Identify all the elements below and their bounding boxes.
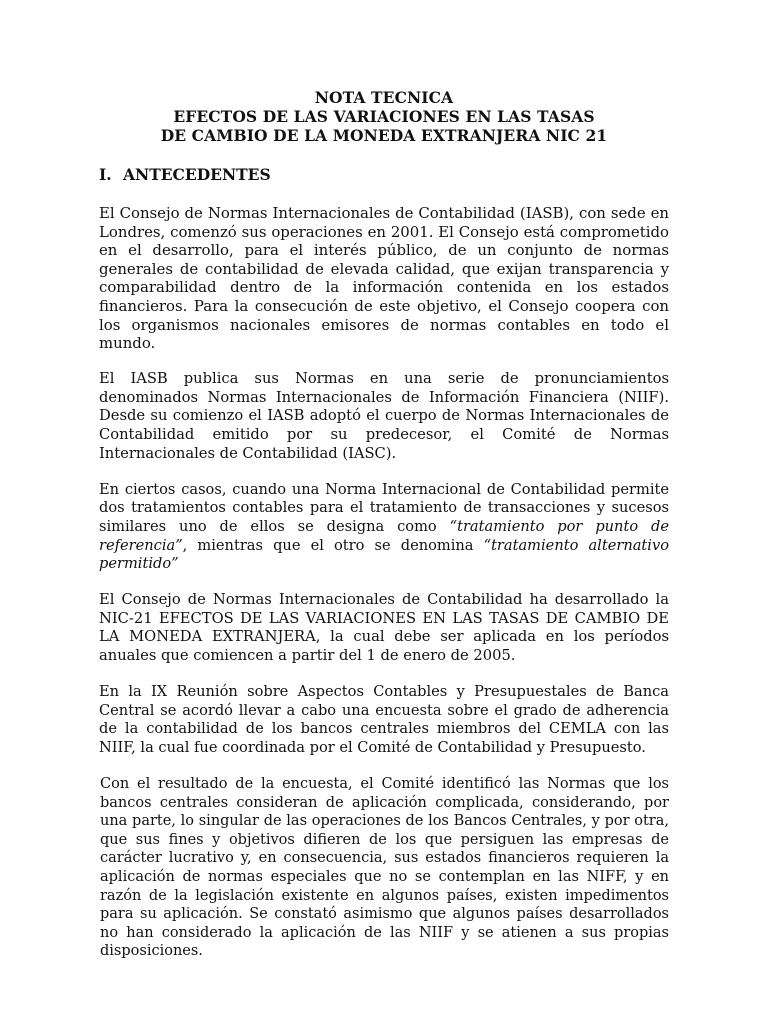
- document-title: [99, 88, 669, 145]
- title-line-2: EFECTOS DE LAS VARIACIONES EN LAS TASAS: [173, 107, 595, 126]
- paragraph-resultado: Con el resultado de la encuesta, el Comité identificó las Normas que los bancos centrales consideran de aplicación complicada, considerando, por una parte, lo singular de las operaciones de los Bancos Centrales, y por otra, que sus fines y objetivos difieren de los que persiguen las empresas de carácter lucrativo y, en consecuencia, sus estados financieros requieren la aplicación de normas especiales que no se contemplan en las NIFF, y en razón de la legislación existente en algunos países, existen impedimentos para su aplicación. Se constató asimismo que algunos países desarrollados no han considerado la aplicación de las NIIF y se atienen a sus propias disposiciones.: [100, 775, 669, 960]
- paragraph-tratamientos-text-2: , mientras que el otro se denomina: [182, 536, 484, 554]
- paragraph-tratamientos-italic-2: “tratamiento alternativo permitido”: [99, 536, 669, 573]
- paragraph-iasb-normas: El IASB publica sus Normas en una serie de pronunciamientos denominados Normas Internacionales de Información Financiera (NIIF). Desde su comienzo el IASB adoptó el cuerpo de Normas Internacionales de Contabilidad emitido por su predecesor, el Comité de Normas Internacionales de Contabilidad (IASC).: [99, 370, 669, 462]
- document-page: [99, 88, 669, 978]
- section-number: I.: [99, 165, 112, 184]
- paragraph-tratamientos-italic-1: “tratamiento por punto de referencia”: [99, 517, 669, 554]
- paragraph-nic21: El Consejo de Normas Internacionales de Contabilidad ha desarrollado la NIC-21 EFECTOS DE LAS VARIACIONES EN LAS TASAS DE CAMBIO DE LA MONEDA EXTRANJERA, la cual debe ser aplicada en los períodos anuales que comiencen a partir del 1 de enero de 2005.: [99, 591, 669, 664]
- title-line-3: DE CAMBIO DE LA MONEDA EXTRANJERA NIC 21: [160, 126, 608, 145]
- section-heading: [99, 165, 669, 184]
- paragraph-encuesta: En la IX Reunión sobre Aspectos Contables y Presupuestales de Banca Central se acordó llevar a cabo una encuesta sobre el grado de adherencia de la contabilidad de los bancos centrales miembros del CEMLA con las NIIF, la cual fue coordinada por el Comité de Contabilidad y Presupuesto.: [99, 683, 669, 756]
- paragraph-iasb-intro: El Consejo de Normas Internacionales de Contabilidad (IASB), con sede en Londres, comenzó sus operaciones en 2001. El Consejo está comprometido en el desarrollo, para el interés público, de un conjunto de normas generales de contabilidad de elevada calidad, que exijan transparencia y comparabilidad dentro de la información contenida en los estados financieros. Para la consecución de este objetivo, el Consejo coopera con los organismos nacionales emisores de normas contables en todo el mundo.: [99, 204, 669, 353]
- section-title: ANTECEDENTES: [123, 165, 271, 184]
- paragraph-tratamientos-text-1: En ciertos casos, cuando una Norma Internacional de Contabilidad permite dos tratamientos contables para el tratamiento de transacciones y sucesos similares uno de ellos se designa como: [99, 480, 669, 535]
- title-line-1: NOTA TECNICA: [314, 88, 454, 107]
- paragraph-tratamientos: [99, 481, 669, 574]
